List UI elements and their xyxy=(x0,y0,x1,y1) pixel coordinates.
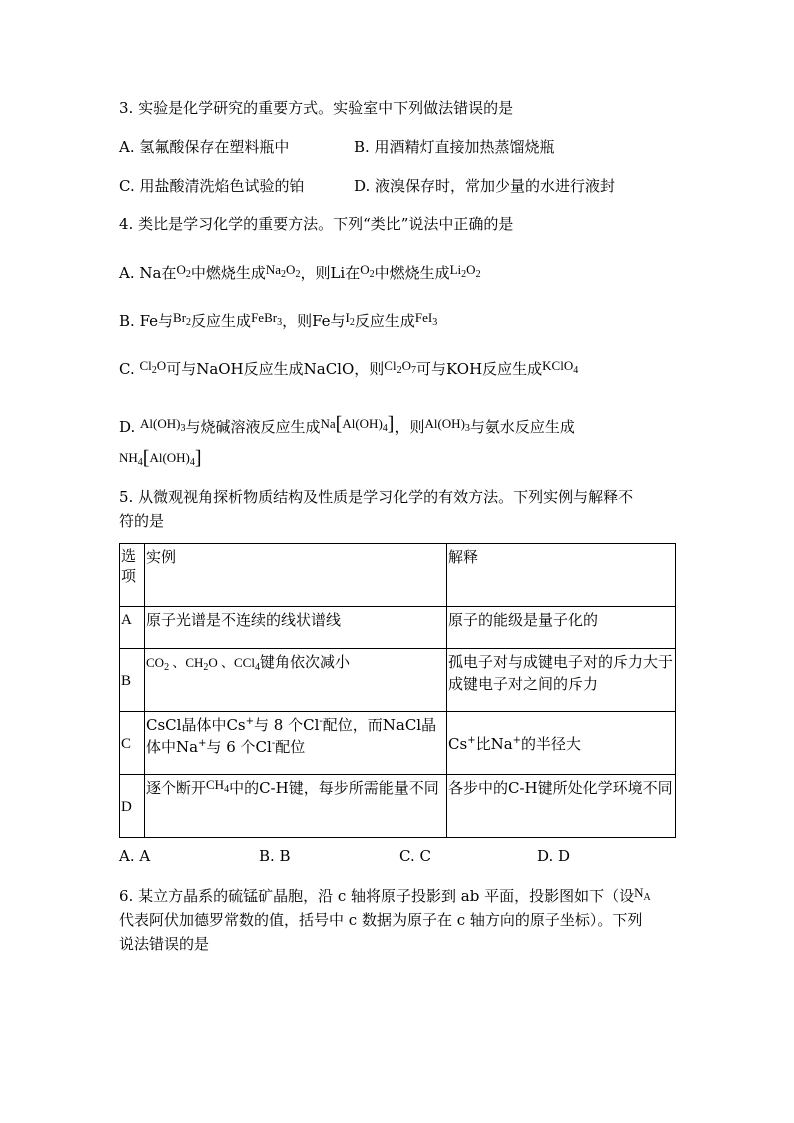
table-row xyxy=(120,775,676,838)
q4b-t1: Fe与 xyxy=(139,312,174,330)
q4a-t2: 中燃烧生成 xyxy=(190,264,266,282)
row-b-example: $CO_2$ 、$CH_2O$ 、CCl$_4$键角依次减小 xyxy=(145,649,447,712)
q4b-formula-fei3: FeI$_3$ xyxy=(414,310,438,328)
q4a-label: A. xyxy=(119,264,135,282)
table-row xyxy=(120,649,676,712)
q4d-formula-nh4aloh4: $NH_4[Al(OH)_4]$ xyxy=(119,447,202,469)
header-example: 实例 xyxy=(145,544,447,607)
header-explain: 解释 xyxy=(447,544,676,607)
q4b-t4: 反应生成 xyxy=(354,312,415,330)
q4c-label: C. xyxy=(119,360,135,378)
q4d-t3: 与氨水反应生成 xyxy=(469,418,575,436)
q4a-formula-o2: $O_2$ xyxy=(176,262,191,280)
table-row xyxy=(120,607,676,649)
q4a-t4: 中燃烧生成 xyxy=(374,264,450,282)
q4a-formula-o2b: $O_2$ xyxy=(360,262,375,280)
row-d-explain: 各步中的C-H键所处化学环境不同 xyxy=(447,775,676,838)
q4c-formula-cl2o7: $Cl_2O_7$ xyxy=(384,358,416,376)
row-d-key: D xyxy=(120,775,145,838)
q5-stem-line1: 5. 从微观视角探析物质结构及性质是学习化学的有效方法。下列实例与解释不 xyxy=(119,488,634,506)
q3-option-a: A. 氢氟酸保存在塑料瓶中 xyxy=(119,138,290,156)
q6-na-symbol: $N_A$ xyxy=(634,885,651,903)
row-c-key: C xyxy=(120,712,145,775)
q4-option-d xyxy=(119,413,575,438)
q5-table xyxy=(119,543,676,838)
q6-line3: 说法错误的是 xyxy=(119,935,210,953)
q4d-formula-aloh3b: $Al(OH)_3$ xyxy=(424,416,470,434)
q4c-formula-cl2o: $Cl_2O$ xyxy=(139,358,167,376)
q3-option-d: D. 液溴保存时，常加少量的水进行液封 xyxy=(354,177,616,195)
q4d-t1: 与烧碱溶液反应生成 xyxy=(185,418,321,436)
table-row xyxy=(120,712,676,775)
q4d-formula-naaloh4: $Na[Al(OH)_4]$ xyxy=(320,413,395,435)
q3-stem: 3. 实验是化学研究的重要方式。实验室中下列做法错误的是 xyxy=(119,99,514,117)
q5-stem-line2: 符的是 xyxy=(119,512,165,530)
q4b-label: B. xyxy=(119,312,135,330)
q4b-t2: 反应生成 xyxy=(191,312,252,330)
row-b-explain: 孤电子对与成键电子对的斥力大于成键电子对之间的斥力 xyxy=(447,649,676,712)
row-a-example: 原子光谱是不连续的线状谱线 xyxy=(145,607,447,649)
row-c-explain: Cs+比Na+的半径大 xyxy=(447,712,676,775)
q4a-formula-na2o2: $Na_2O_2$ xyxy=(265,262,301,280)
q3-option-c: C. 用盐酸清洗焰色试验的铂 xyxy=(119,177,305,195)
q6-line1: 6. 某立方晶系的硫锰矿晶胞，沿 c 轴将原子投影到 ab 平面，投影图如下（设$N_A$ xyxy=(119,885,651,905)
q4b-formula-febr3: FeBr$_3$ xyxy=(251,310,283,328)
table-header-row xyxy=(120,544,676,607)
q4c-t1: 可与NaOH反应生成NaClO，则 xyxy=(166,360,385,378)
row-b-key: B xyxy=(120,649,145,712)
q4a-t3: ，则Li在 xyxy=(300,264,361,282)
q4-stem: 4. 类比是学习化学的重要方法。下列“类比”说法中正确的是 xyxy=(119,215,514,233)
q4-option-c xyxy=(119,359,578,380)
row-a-explain: 原子的能级是量子化的 xyxy=(447,607,676,649)
q5-answer-d: D. D xyxy=(537,847,571,865)
row-c-example: CsCl晶体中Cs+与 8 个Cl-配位，而NaCl晶体中Na+与 6 个Cl-配位 xyxy=(145,712,447,775)
q4d-t2: ，则 xyxy=(394,418,425,436)
q4d-product-line xyxy=(119,447,202,468)
header-option: 选项 xyxy=(120,544,145,607)
q4a-t1: Na在 xyxy=(139,264,177,282)
q4d-formula-aloh3: $Al(OH)_3$ xyxy=(140,416,186,434)
q4-option-b xyxy=(119,311,437,332)
q4c-t2: 可与KOH反应生成 xyxy=(415,360,543,378)
row-a-key: A xyxy=(120,607,145,649)
q4b-formula-br2: $Br_2$ xyxy=(173,310,192,328)
q3-option-b: B. 用酒精灯直接加热蒸馏烧瓶 xyxy=(354,138,555,156)
q4b-formula-i2: $I_2$ xyxy=(345,310,355,328)
q4d-label: D. xyxy=(119,418,136,436)
q4a-formula-li2o2: $Li_2O_2$ xyxy=(449,262,481,280)
q5-answer-b: B. B xyxy=(259,847,291,865)
row-d-example: 逐个断开$CH_4$中的C-H键，每步所需能量不同 xyxy=(145,775,447,838)
q5-answer-a: A. A xyxy=(119,847,151,865)
q6-line2: 代表阿伏加德罗常数的值，括号中 c 数据为原子在 c 轴方向的原子坐标）。下列 xyxy=(119,911,643,929)
q4c-formula-kclo4: KClO$_4$ xyxy=(542,358,579,376)
q5-answer-c: C. C xyxy=(399,847,431,865)
q4-option-a xyxy=(119,263,481,284)
q4b-t3: ，则Fe与 xyxy=(282,312,346,330)
